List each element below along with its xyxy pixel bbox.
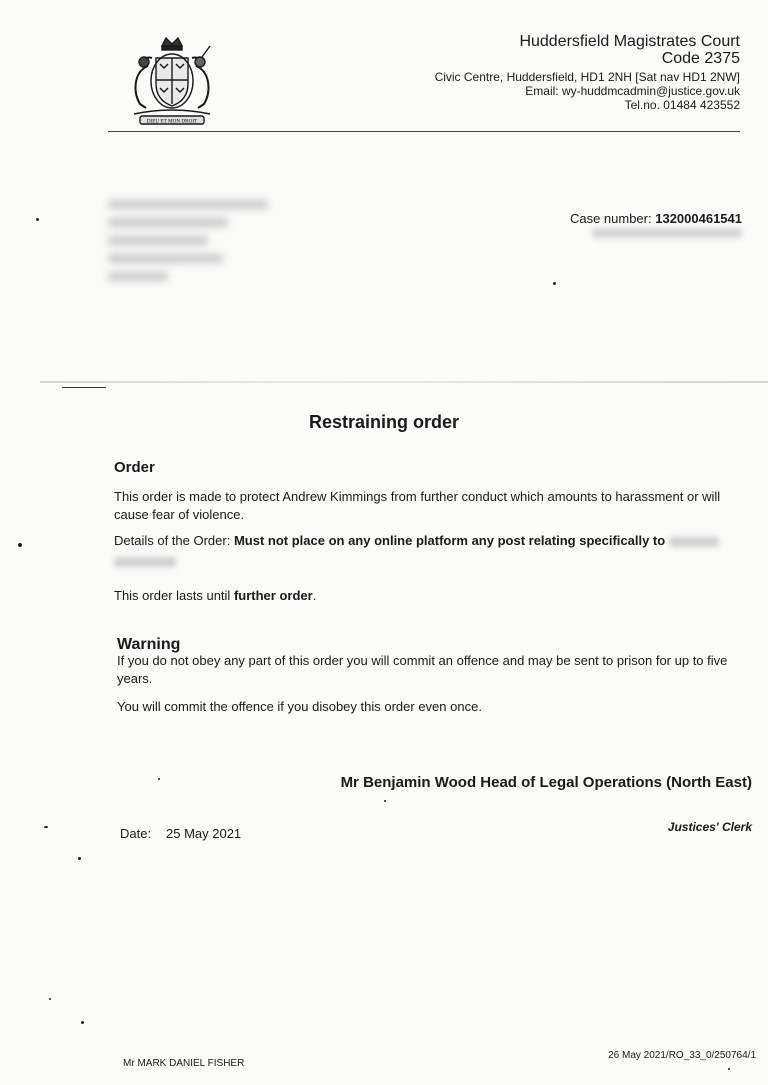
redacted-address: [108, 196, 273, 288]
scan-speck: [49, 998, 51, 1000]
court-address: Civic Centre, Huddersfield, HD1 2NH [Sat nav HD1 2NW]: [434, 70, 740, 84]
page-fold: [40, 381, 768, 383]
redacted-case-detail: [592, 228, 742, 238]
header-divider: [108, 131, 740, 132]
lasts-suffix: .: [312, 588, 317, 603]
date-value: 25 May 2021: [166, 826, 242, 841]
case-number: [570, 211, 742, 226]
warning-text: If you do not obey any part of this order you will commit an offence and may be sent to prison for up to five years.: [117, 653, 728, 686]
court-telephone: Tel.no. 01484 423552: [624, 98, 740, 112]
signatory-name: Mr Benjamin Wood Head of Legal Operations (North East): [340, 774, 752, 791]
fold-mark: [62, 387, 106, 388]
order-duration: [114, 587, 734, 605]
footer-recipient: Mr MARK DANIEL FISHER: [123, 1058, 245, 1069]
order-details: [114, 532, 734, 568]
redacted-name: [669, 537, 719, 547]
redacted-name-cont: [114, 557, 176, 567]
details-label: Details of the Order:: [114, 533, 231, 548]
signatory-role: Justices' Clerk: [667, 820, 752, 834]
scan-speck: [18, 543, 22, 547]
svg-text:DIEU ET MON DROIT: DIEU ET MON DROIT: [146, 118, 198, 125]
order-text: This order is made to protect Andrew Kimmings from further conduct which amounts to harassment or will cause fear of violence.: [114, 489, 721, 522]
court-name: Huddersfield Magistrates Court: [519, 33, 740, 50]
scan-speck: [36, 218, 39, 221]
scan-speck: [384, 800, 386, 802]
document-title: Restraining order: [308, 412, 460, 432]
order-heading: Order: [114, 459, 155, 476]
case-number-value: 132000461541: [655, 211, 742, 226]
court-email: Email: wy-huddmcadmin@justice.gov.uk: [525, 84, 740, 98]
scan-speck: [81, 1021, 84, 1024]
details-text: Must not place on any online platform any post relating specifically to: [233, 533, 666, 548]
lasts-prefix: This order lasts until: [114, 588, 231, 603]
scan-speck: [78, 857, 81, 860]
warning-heading: Warning: [117, 636, 181, 653]
scan-speck: [158, 778, 160, 780]
royal-coat-of-arms-icon: [122, 36, 222, 128]
warning-text-2: You will commit the offence if you disobey this order even once.: [117, 699, 482, 714]
footer-reference: 26 May 2021/RO_33_0/250764/1: [608, 1050, 756, 1061]
court-code: Code 2375: [661, 50, 740, 67]
scan-speck: [44, 826, 48, 828]
scan-speck: [553, 282, 556, 285]
lasts-value: further order: [233, 588, 313, 603]
date-label: Date:: [120, 826, 152, 841]
case-number-label: Case number:: [569, 211, 652, 226]
scan-speck: [728, 1068, 730, 1070]
